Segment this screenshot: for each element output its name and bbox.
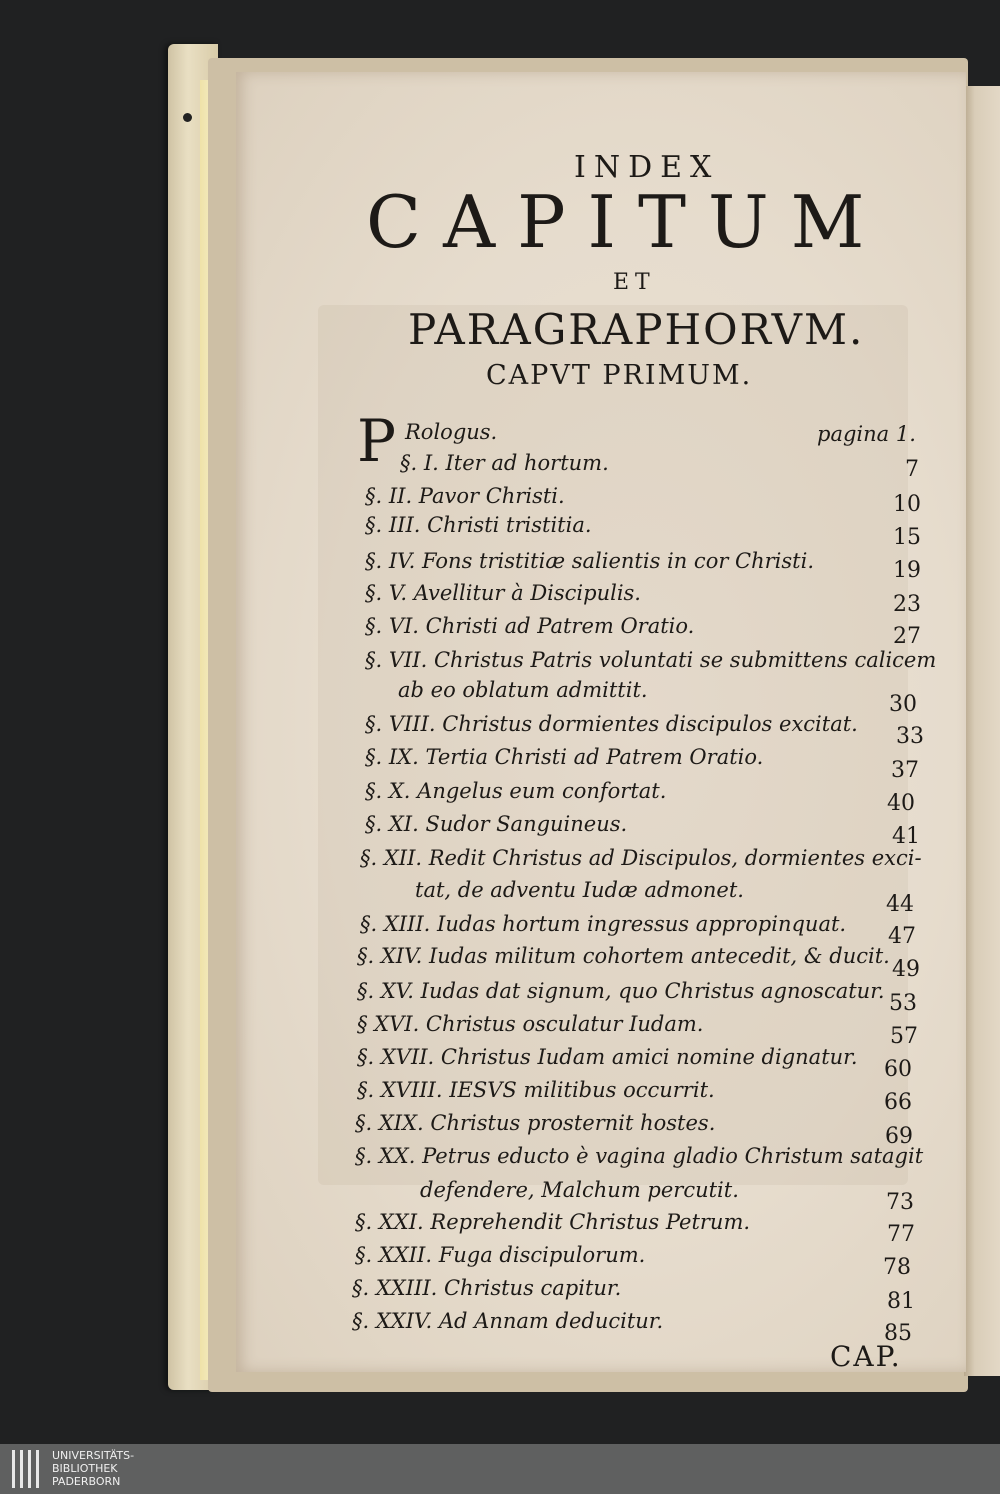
- entry-text: §. V. Avellitur à Discipulis.: [365, 581, 641, 605]
- drop-capital: P: [357, 407, 397, 475]
- entry-page: 69: [885, 1124, 913, 1149]
- entry-text: §. XIII. Iudas hortum ingressus appropinquat.: [360, 912, 847, 936]
- title-et: ET: [613, 270, 656, 295]
- library-footer: [0, 1444, 1000, 1494]
- entry-text: §. II. Pavor Christi.: [365, 484, 565, 508]
- entry-text: §. X. Angelus eum confortat.: [365, 779, 667, 803]
- entry-text: §. XI. Sudor Sanguineus.: [365, 812, 628, 836]
- entry-page: 40: [887, 791, 915, 816]
- entry-text: §. XIX. Christus prosternit hostes.: [355, 1111, 716, 1135]
- entry-text: §. XXIII. Christus capitur.: [352, 1276, 622, 1300]
- entry-text-continued: defendere, Malchum percutit.: [420, 1178, 739, 1202]
- entry-page: 30: [889, 692, 917, 717]
- entry-text-continued: ab eo oblatum admittit.: [398, 678, 648, 702]
- entry-text: §. IX. Tertia Christi ad Patrem Oratio.: [365, 745, 764, 769]
- entry-text: § XVI. Christus osculatur Iudam.: [357, 1012, 704, 1036]
- entry-page: 15: [893, 525, 921, 550]
- facing-page-edge: [964, 86, 1000, 1376]
- entry-text: §. XXII. Fuga discipulorum.: [355, 1243, 646, 1267]
- binding-hole: [183, 113, 192, 122]
- prologus-entry: Rologus.: [405, 420, 498, 444]
- logo-bar-icon: [12, 1450, 15, 1488]
- entry-page: 73: [886, 1190, 914, 1215]
- catchword: CAP.: [830, 1340, 902, 1373]
- entry-text: §. VI. Christi ad Patrem Oratio.: [365, 614, 695, 638]
- entry-page: 77: [887, 1222, 915, 1247]
- entry-page: 81: [887, 1289, 915, 1314]
- entry-page: 27: [893, 624, 921, 649]
- entry-page: 19: [893, 558, 921, 583]
- entry-page: 78: [883, 1255, 911, 1280]
- entry-text: §. XII. Redit Christus ad Discipulos, dormientes exci-: [360, 846, 922, 870]
- entry-text: §. VIII. Christus dormientes discipulos excitat.: [365, 712, 858, 736]
- entry-text: §. XVII. Christus Iudam amici nomine dignatur.: [357, 1045, 858, 1069]
- chapter-heading: CAPVT PRIMUM.: [486, 360, 753, 391]
- entry-page: 53: [889, 991, 917, 1016]
- entry-page: 37: [891, 758, 919, 783]
- prologus-page: pagina 1.: [817, 422, 916, 446]
- entry-text: §. XXIV. Ad Annam deducitur.: [352, 1309, 664, 1333]
- entry-text: §. I. Iter ad hortum.: [400, 451, 609, 475]
- entry-text-continued: tat, de adventu Iudæ admonet.: [415, 878, 744, 902]
- logo-bar-icon: [20, 1450, 23, 1488]
- entry-page: 85: [884, 1321, 912, 1346]
- entry-text: §. III. Christi tristitia.: [365, 513, 592, 537]
- entry-page: 33: [896, 724, 924, 749]
- entry-text: §. XV. Iudas dat signum, quo Christus agnoscatur.: [357, 979, 885, 1003]
- title-index: INDEX: [574, 150, 720, 185]
- entry-page: 49: [892, 957, 920, 982]
- entry-page: 41: [892, 824, 920, 849]
- entry-text: §. XXI. Reprehendit Christus Petrum.: [355, 1210, 751, 1234]
- entry-page: 47: [888, 924, 916, 949]
- entry-page: 60: [884, 1057, 912, 1082]
- entry-text: §. XX. Petrus educto è vagina gladio Christum satagit: [355, 1144, 924, 1168]
- entry-page: 66: [884, 1090, 912, 1115]
- library-logo-text: UNIVERSITÄTS- BIBLIOTHEK PADERBORN: [52, 1449, 135, 1488]
- entry-page: 7: [905, 457, 919, 482]
- logo-bar-icon: [28, 1450, 31, 1488]
- entry-page: 23: [893, 592, 921, 617]
- entry-text: §. XVIII. IESVS militibus occurrit.: [357, 1078, 715, 1102]
- title-capitum: CAPITUM: [366, 180, 887, 264]
- entry-text: §. IV. Fons tristitiæ salientis in cor Christi.: [365, 549, 815, 573]
- entry-page: 10: [893, 492, 921, 517]
- entry-page: 44: [886, 892, 914, 917]
- entry-page: 57: [890, 1024, 918, 1049]
- logo-bar-icon: [36, 1450, 39, 1488]
- title-paragraphorum: PARAGRAPHORVM.: [408, 305, 865, 354]
- entry-text: §. XIV. Iudas militum cohortem antecedit, & ducit.: [357, 944, 890, 968]
- entry-text: §. VII. Christus Patris voluntati se submittens calicem: [365, 648, 937, 672]
